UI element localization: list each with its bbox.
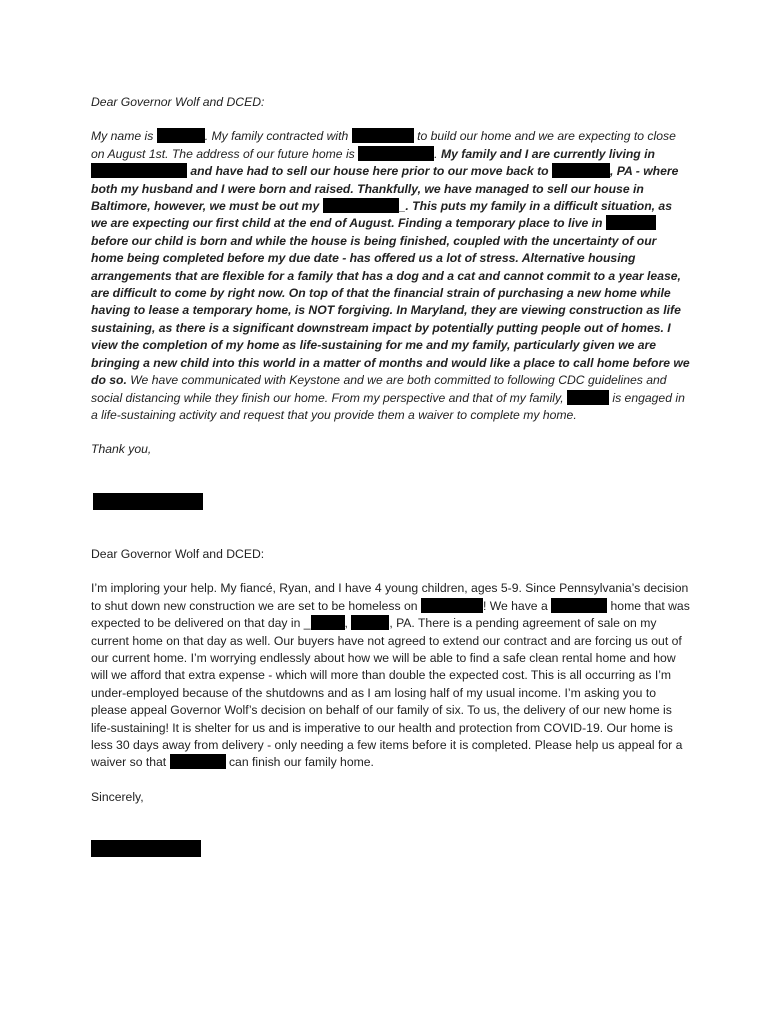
text-segment: .: [434, 146, 441, 161]
redaction-location: [606, 215, 656, 230]
letter-2-salutation: Dear Governor Wolf and DCED:: [91, 547, 265, 561]
text-segment: ,: [344, 616, 352, 631]
text-segment: My name is: [91, 129, 157, 144]
redaction-current-city: [91, 163, 187, 178]
text-segment-bold: before our child is born and while the house is being finished, coupled with the uncertainty of our home being completed before my due date - has offered us a lot of stress. Alternative housing arrangements that are flexible for a family that has a dog and a cat and cannot commit to a year lease, are difficult to come by right now. On top of that the financial strain of purchasing a new home while having to lease a temporary home, is NOT forgiving. In Maryland, they are viewing construction as life sustaining, as there is a significant downstream impact by potentially putting people out of homes. I view the completion of my home as life-sustaining for me and my family, particularly given we are bringing a new child into this world in a matter of months and would like a place to call home before we do so.: [91, 233, 690, 388]
text-segment: home that was expected to be delivered on that day in _: [91, 598, 690, 631]
text-segment-bold: _. This puts my family in a difficult situation, as we are expecting our first child at the end of August. Finding a temporary place to live in: [91, 199, 672, 231]
redaction-street: [311, 615, 345, 630]
text-segment: . My family contracted with: [204, 129, 352, 144]
text-segment-bold: , PA - where both my husband and I were born and raised. Thankfully, we have managed to sell our house in Baltimore, however, we must be out my: [91, 164, 679, 214]
redaction-builder-2: [170, 754, 226, 769]
redaction-name: [157, 128, 205, 143]
redaction-date: [421, 598, 483, 613]
redaction-town: [351, 615, 389, 630]
text-segment: , PA. There is a pending agreement of sale on my current home on that day as well. Our buyers have not agreed to extend our contract and are forcing us out of our current home. I’m worrying endlessly about how we will be able to find a safe clean rental home and how will we afford that extra expense - which will more than double the expected cost. This is all occurring as I’m under-employed because of the shutdowns and as I am losing half of my usual income. I’m asking you to please appeal Governor Wolf’s decision on behalf of our family of six. To us, the delivery of our new home is life-sustaining! It is shelter for us and is imperative to our health and protection from COVID-19. Our home is less 30 days away from delivery - only needing a few items before it is completed. Please help us appeal for a waiver so that: [91, 616, 683, 770]
redaction-signature-1: [93, 493, 203, 510]
redaction-town: [552, 163, 610, 178]
letter-1-body: [91, 128, 691, 424]
redaction-signature-2: [91, 840, 201, 857]
text-segment: I’m imploring your help. My fiancé, Ryan, and I have 4 young children, ages 5-9. Since Pennsylvania’s decision to shut down new construction we are set to be homeless on: [91, 581, 689, 613]
text-segment: can finish our family home.: [225, 755, 374, 770]
letter-1: [91, 94, 691, 476]
redaction-address: [358, 146, 434, 161]
text-segment: is engaged in a life-sustaining activity and request that you provide them a waiver to complete my home.: [91, 390, 685, 422]
text-segment: to build our home and we are expecting to close on August 1st. The address of our future home is: [91, 129, 676, 161]
text-segment: ! We have a: [482, 598, 552, 613]
redaction-builder: [551, 598, 607, 613]
letter-1-salutation: Dear Governor Wolf and DCED:: [91, 95, 265, 109]
redaction-date: [323, 198, 399, 213]
redaction-builder-2: [567, 390, 609, 405]
letter-2-body: [91, 580, 691, 771]
text-segment-bold: My family and I are currently living in: [440, 146, 655, 161]
redaction-builder: [352, 128, 414, 143]
text-segment: We have communicated with Keystone and we are both committed to following CDC guidelines and social distancing while they finish our home. From my perspective and that of my family,: [91, 373, 667, 405]
text-segment-bold: and have had to sell our house here prior to our move back to: [187, 164, 553, 179]
letter-1-closing: Thank you,: [91, 442, 152, 457]
letter-2-closing: Sincerely,: [91, 789, 144, 804]
letter-2: [91, 546, 691, 823]
